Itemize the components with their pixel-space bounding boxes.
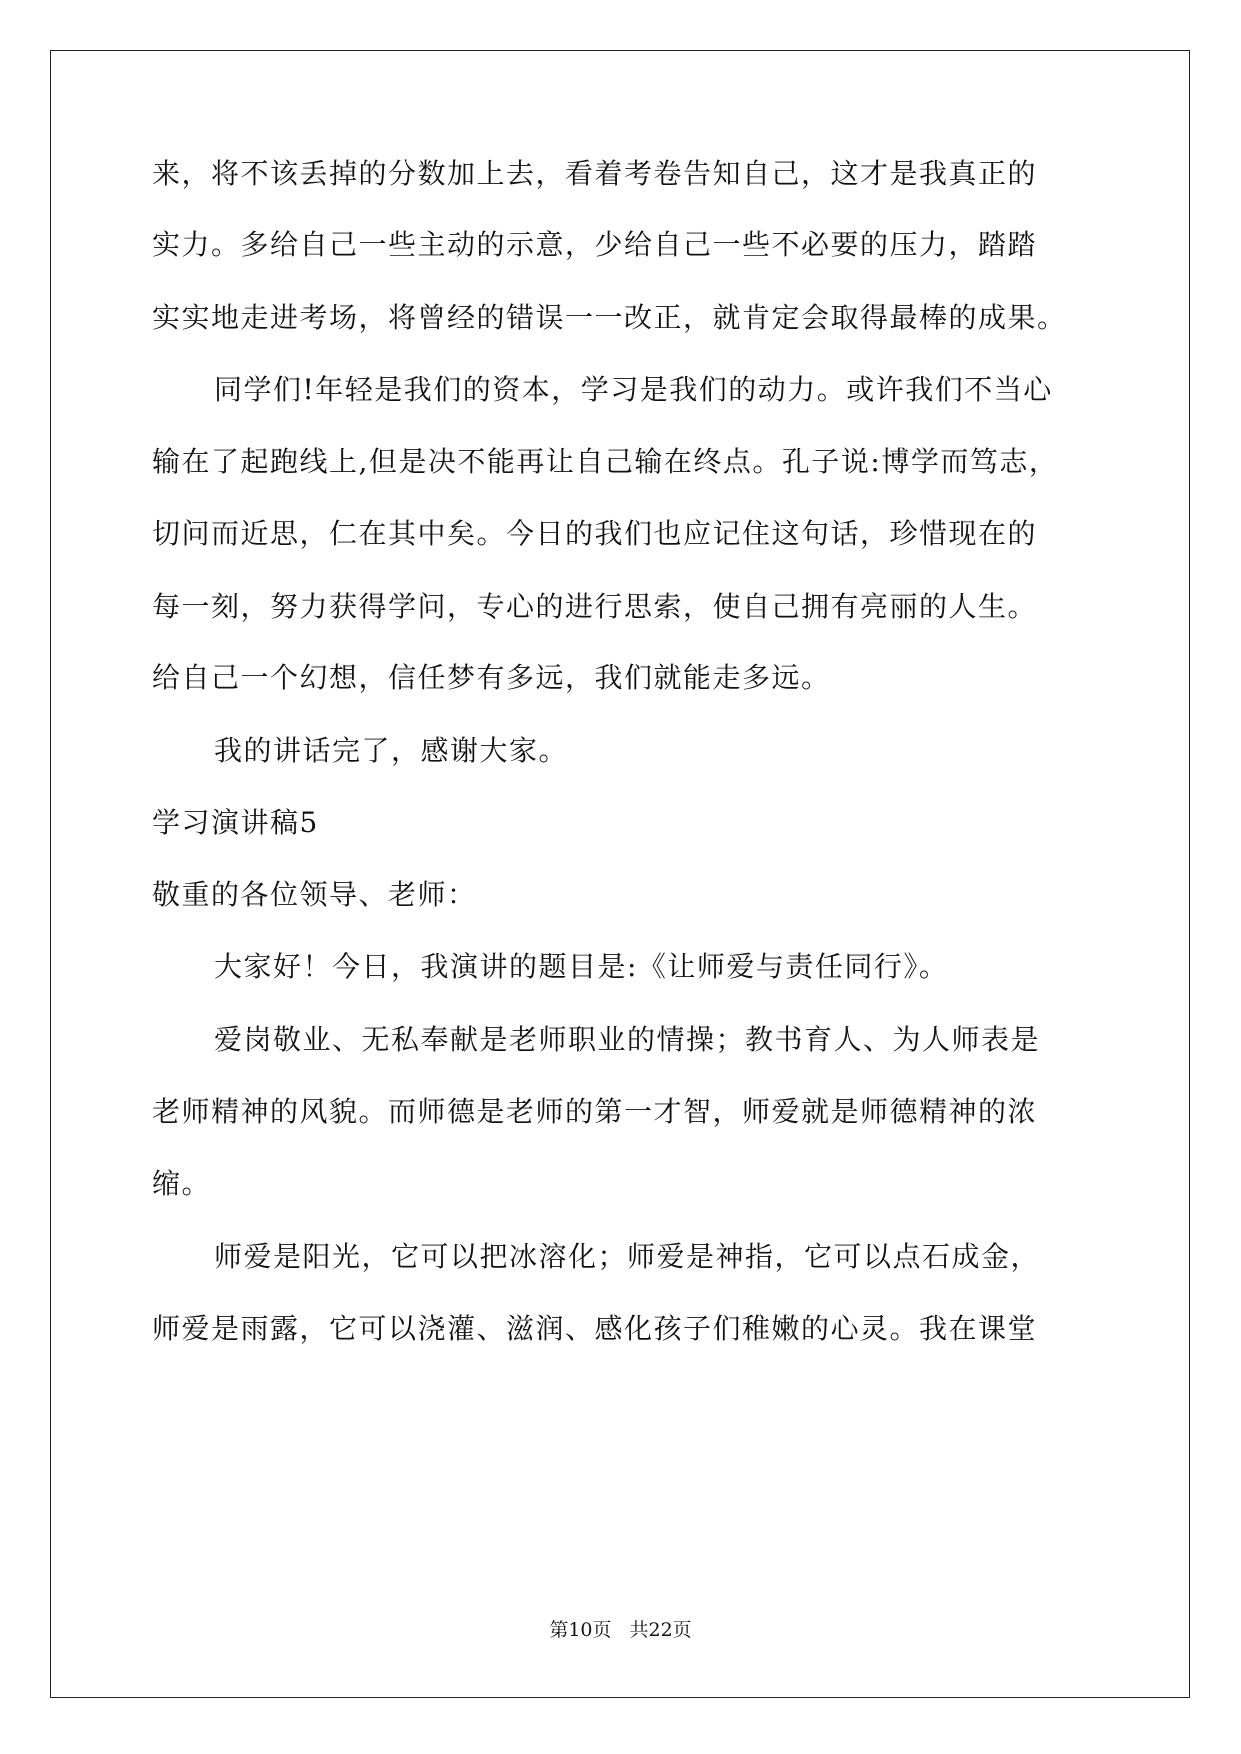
text-line: 缩。 bbox=[152, 1167, 212, 1200]
page-frame bbox=[50, 50, 1190, 1698]
paragraph-start-line: 我的讲话完了，感谢大家。 bbox=[214, 734, 569, 767]
text-line: 给自己一个幻想，信任梦有多远，我们就能走多远。 bbox=[152, 661, 831, 694]
text-line: 切问而近思，仁在其中矣。今日的我们也应记住这句话，珍惜现在的 bbox=[152, 517, 1038, 550]
page-footer bbox=[0, 1618, 1241, 1642]
paragraph-start-line: 爱岗敬业、无私奉献是老师职业的情操；教书育人、为人师表是 bbox=[214, 1023, 1041, 1056]
paragraph-start-line: 同学们!年轻是我们的资本，学习是我们的动力。或许我们不当心 bbox=[214, 373, 1053, 406]
paragraph-start-line: 师爱是阳光，它可以把冰溶化；师爱是神指，它可以点石成金， bbox=[214, 1240, 1041, 1273]
text-line: 实实地走进考场，将曾经的错误一一改正，就肯定会取得最棒的成果。 bbox=[152, 301, 1067, 334]
text-line: 老师精神的风貌。而师德是老师的第一才智，师爱就是师德精神的浓 bbox=[152, 1095, 1038, 1128]
paragraph-start-line: 大家好！今日，我演讲的题目是:《让师爱与责任同行》。 bbox=[214, 950, 949, 983]
text-line: 师爱是雨露，它可以浇灌、滋润、感化孩子们稚嫩的心灵。我在课堂 bbox=[152, 1312, 1038, 1345]
page-number: 第10页 bbox=[549, 1619, 612, 1641]
text-line: 实力。多给自己一些主动的示意，少给自己一些不必要的压力，踏踏 bbox=[152, 228, 1038, 261]
salutation: 敬重的各位领导、老师： bbox=[152, 878, 477, 911]
text-line: 输在了起跑线上,但是决不能再让自己输在终点。孔子说:博学而笃志， bbox=[152, 445, 1059, 478]
text-line: 来，将不该丢掉的分数加上去，看着考卷告知自己，这才是我真正的 bbox=[152, 157, 1038, 190]
section-heading: 学习演讲稿5 bbox=[152, 806, 319, 839]
page-total: 共22页 bbox=[629, 1619, 692, 1641]
text-line: 每一刻，努力获得学问，专心的进行思索，使自己拥有亮丽的人生。 bbox=[152, 590, 1038, 623]
